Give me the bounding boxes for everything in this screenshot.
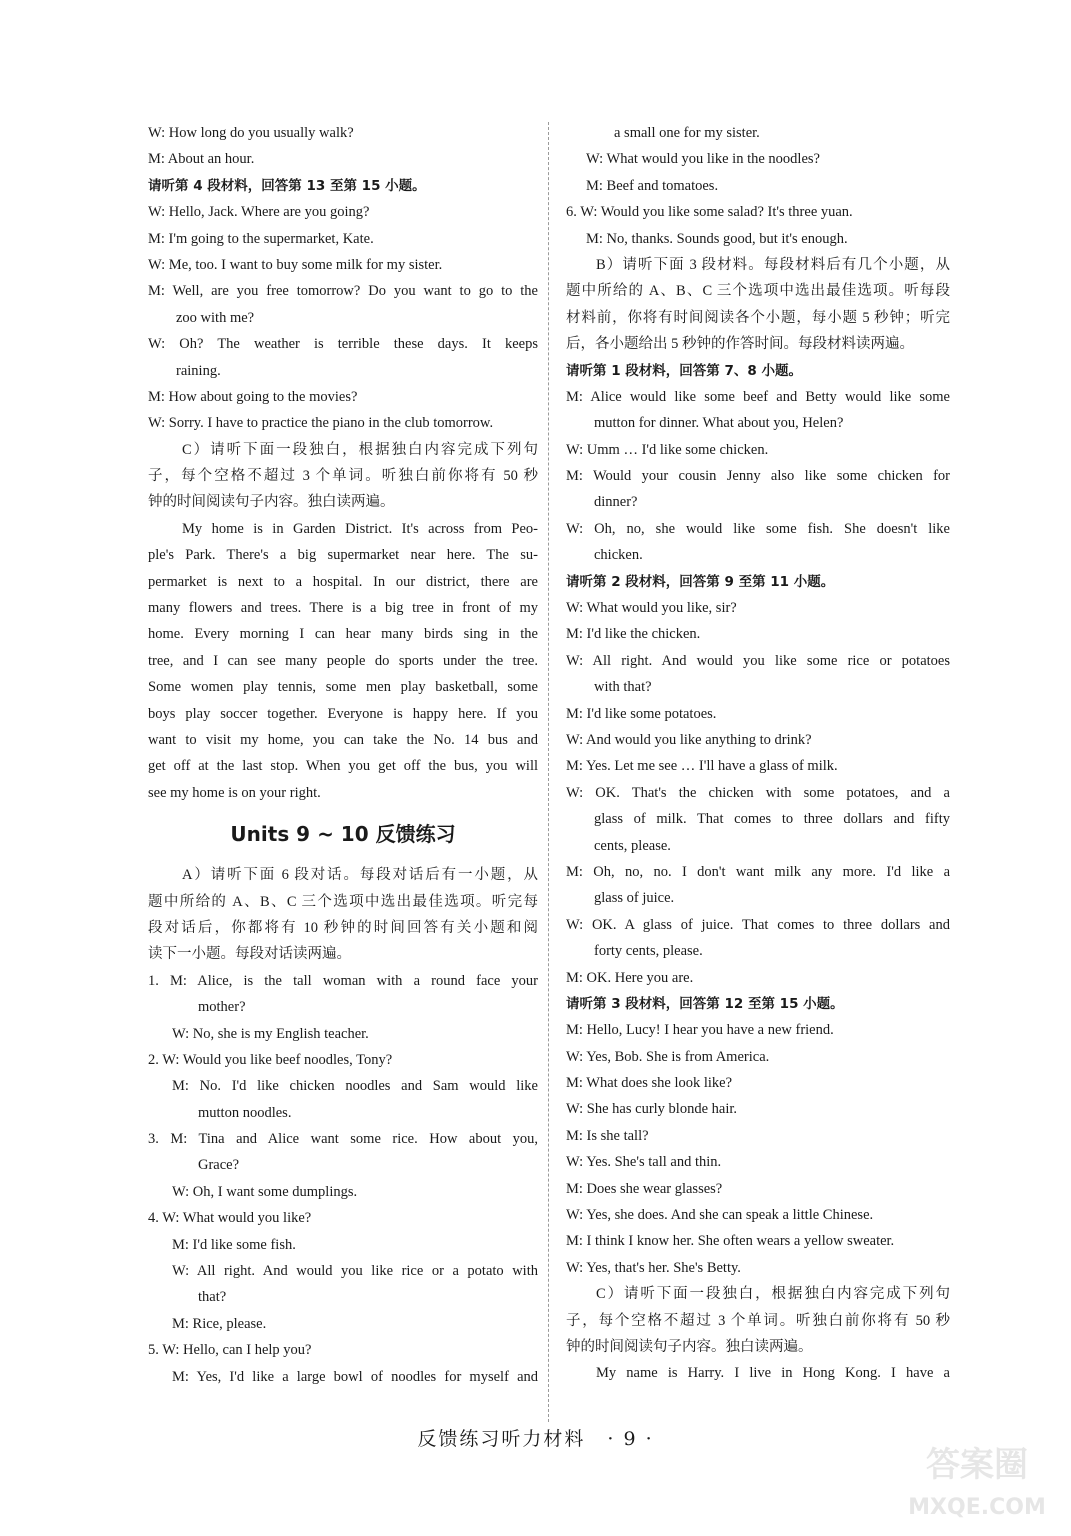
text-line: W: Hello, Jack. Where are you going? [148, 204, 370, 221]
text-line: 段对话后，你都将有 10 秒钟的时间回答有关小题和阅 [148, 919, 538, 936]
text-line: W: Oh, I want some dumplings. [172, 1183, 358, 1200]
text-line: 题中所给的 A、B、C 三个选项中选出最佳选项。听完每 [148, 893, 538, 910]
text-line: ple's Park. There's a big supermarket near here. The su- [148, 547, 538, 564]
text-line: home. Every morning I can hear many birds sing in the [148, 626, 538, 643]
page-number: · 9 · [607, 1428, 654, 1450]
text-line: W: Yes, she does. And she can speak a little Chinese. [566, 1207, 874, 1224]
text-line: W: OK. That's the chicken with some potatoes, and a [566, 784, 950, 801]
text-line: glass of juice. [594, 890, 675, 907]
text-line: W: Yes, that's her. She's Betty. [566, 1259, 741, 1276]
text-line: M: Well, are you free tomorrow? Do you want to go to the [148, 283, 538, 300]
text-line: 钟的时间阅读句子内容。独白读两遍。 [148, 494, 395, 511]
text-line: 4. W: What would you like? [148, 1210, 312, 1227]
text-line: W: Oh? The weather is terrible these days. It keeps [148, 336, 538, 353]
text-line: 1. M: Alice, is the tall woman with a round face your [148, 972, 538, 989]
text-line: mother? [198, 999, 246, 1016]
text-line: W: Yes, Bob. She is from America. [566, 1048, 770, 1065]
text-line: 子，每个空格不超过 3 个单词。听独白前你将有 50 秒 [566, 1312, 950, 1329]
text-line: M: I'd like some potatoes. [566, 705, 717, 722]
text-line: C）请听下面一段独白，根据独白内容完成下列句 [596, 1286, 950, 1303]
material-instruction: 请听第 1 段材料，回答第 7、8 小题。 [566, 362, 802, 379]
left-column [148, 120, 538, 1390]
text-line: 钟的时间阅读句子内容。独白读两遍。 [566, 1338, 813, 1355]
watermark-text: 答案圈 [926, 1445, 1028, 1485]
text-line: get off at the last stop. When you get off the bus, you will [148, 758, 538, 775]
text-line: M: I'd like the chicken. [566, 626, 701, 643]
text-line: W: Umm … I'd like some chicken. [566, 441, 769, 458]
material-instruction: 请听第 3 段材料，回答第 12 至第 15 小题。 [566, 995, 844, 1012]
text-line: C）请听下面一段独白，根据独白内容完成下列句 [182, 441, 538, 458]
text-line: 题中所给的 A、B、C 三个选项中选出最佳选项。听每段 [566, 283, 950, 300]
text-line: M: Oh, no, no. I don't want milk any more. I'd like a [566, 863, 950, 880]
text-line: dinner? [594, 494, 638, 511]
text-line: want to visit my home, you can take the No. 14 bus and [148, 731, 538, 748]
text-line: M: Would your cousin Jenny also like some chicken for [566, 468, 950, 485]
text-line: raining. [176, 362, 221, 379]
text-line: M: What does she look like? [566, 1075, 733, 1092]
text-line: My home is in Garden District. It's across from Peo- [182, 520, 538, 537]
watermark-url: MXQE.COM [908, 1495, 1046, 1520]
text-line: W: Sorry. I have to practice the piano in the club tomorrow. [148, 415, 494, 432]
text-line: many flowers and trees. There is a big tree in front of my [148, 600, 538, 617]
text-line: W: OK. A glass of juice. That comes to three dollars and [566, 916, 950, 933]
text-line: boys play soccer together. Everyone is happy here. If you [148, 705, 538, 722]
text-line: M: How about going to the movies? [148, 388, 358, 405]
right-column [566, 120, 950, 1387]
text-line: W: She has curly blonde hair. [566, 1101, 738, 1118]
text-line: W: Yes. She's tall and thin. [566, 1154, 722, 1171]
text-line: tree, and I can see many people do sports under the tree. [148, 652, 538, 669]
text-line: M: Beef and tomatoes. [586, 177, 719, 194]
text-line: W: No, she is my English teacher. [172, 1025, 369, 1042]
text-line: glass of milk. That comes to three dollars and fifty [594, 811, 950, 828]
text-line: M: Hello, Lucy! I hear you have a new friend. [566, 1022, 834, 1039]
text-line: chicken. [594, 547, 643, 564]
text-line: 5. W: Hello, can I help you? [148, 1342, 312, 1359]
text-line: M: Yes, I'd like a large bowl of noodles for myself and [172, 1368, 538, 1385]
text-line: W: What would you like, sir? [566, 600, 737, 617]
text-line: mutton for dinner. What about you, Helen? [594, 415, 844, 432]
text-line: M: Rice, please. [172, 1315, 267, 1332]
text-line: M: I'm going to the supermarket, Kate. [148, 230, 374, 247]
text-line: 读下一小题。每段对话读两遍。 [148, 946, 351, 963]
text-line: see my home is on your right. [148, 784, 321, 801]
text-line: 材料前，你将有时间阅读各个小题，每小题 5 秒钟；听完 [566, 309, 950, 326]
text-line: M: Does she wear glasses? [566, 1180, 723, 1197]
text-line: M: No, thanks. Sounds good, but it's enough. [586, 230, 848, 247]
material-instruction: 请听第 4 段材料，回答第 13 至第 15 小题。 [148, 177, 426, 194]
text-line: M: No. I'd like chicken noodles and Sam would like [172, 1078, 538, 1095]
watermark-logo [897, 1428, 1057, 1528]
text-line: 6. W: Would you like some salad? It's three yuan. [566, 204, 853, 221]
section-heading: Units 9 ~ 10 反馈练习 [230, 822, 456, 847]
text-line: mutton noodles. [198, 1104, 292, 1121]
text-line: W: And would you like anything to drink? [566, 731, 812, 748]
text-line: M: Is she tall? [566, 1127, 649, 1144]
column-divider [548, 122, 549, 1422]
text-line: W: What would you like in the noodles? [586, 151, 820, 168]
text-line: W: How long do you usually walk? [148, 125, 354, 141]
text-line: W: Oh, no, she would like some fish. She doesn't like [566, 520, 950, 537]
text-line: forty cents, please. [594, 943, 703, 960]
text-line: W: All right. And would you like some rice or potatoes [566, 652, 950, 669]
text-line: with that? [594, 679, 652, 696]
material-instruction: 请听第 2 段材料，回答第 9 至第 11 小题。 [566, 573, 835, 590]
text-line: that? [198, 1289, 227, 1306]
text-line: M: OK. Here you are. [566, 969, 694, 986]
text-line: W: Me, too. I want to buy some milk for my sister. [148, 256, 443, 273]
text-line: zoo with me? [176, 309, 255, 326]
text-line: M: Yes. Let me see … I'll have a glass of milk. [566, 758, 838, 775]
text-line: A）请听下面 6 段对话。每段对话后有一小题，从 [182, 867, 538, 884]
text-line: W: All right. And would you like rice or a potato with [172, 1263, 538, 1280]
text-line: Grace? [198, 1157, 240, 1174]
text-line: M: I think I know her. She often wears a yellow sweater. [566, 1233, 895, 1250]
text-line: My name is Harry. I live in Hong Kong. I have a [596, 1365, 950, 1382]
text-line: M: About an hour. [148, 151, 255, 168]
text-line: B）请听下面 3 段材料。每段材料后有几个小题，从 [596, 256, 950, 273]
text-line: permarket is next to a hospital. In our district, there are [148, 573, 538, 590]
text-line: cents, please. [594, 837, 671, 854]
text-line: a small one for my sister. [614, 125, 760, 141]
text-line: 子，每个空格不超过 3 个单词。听独白前你将有 50 秒 [148, 468, 538, 485]
text-line: M: Alice would like some beef and Betty would like some [566, 388, 950, 405]
text-line: Some women play tennis, some men play basketball, some [148, 679, 538, 696]
footer-title: 反馈练习听力材料 [417, 1428, 586, 1450]
text-line: M: I'd like some fish. [172, 1236, 296, 1253]
text-line: 3. M: Tina and Alice want some rice. How about you, [148, 1131, 538, 1148]
text-line: 2. W: Would you like beef noodles, Tony? [148, 1051, 393, 1068]
text-line: 后，各小题给出 5 秒钟的作答时间。每段材料读两遍。 [566, 336, 914, 353]
